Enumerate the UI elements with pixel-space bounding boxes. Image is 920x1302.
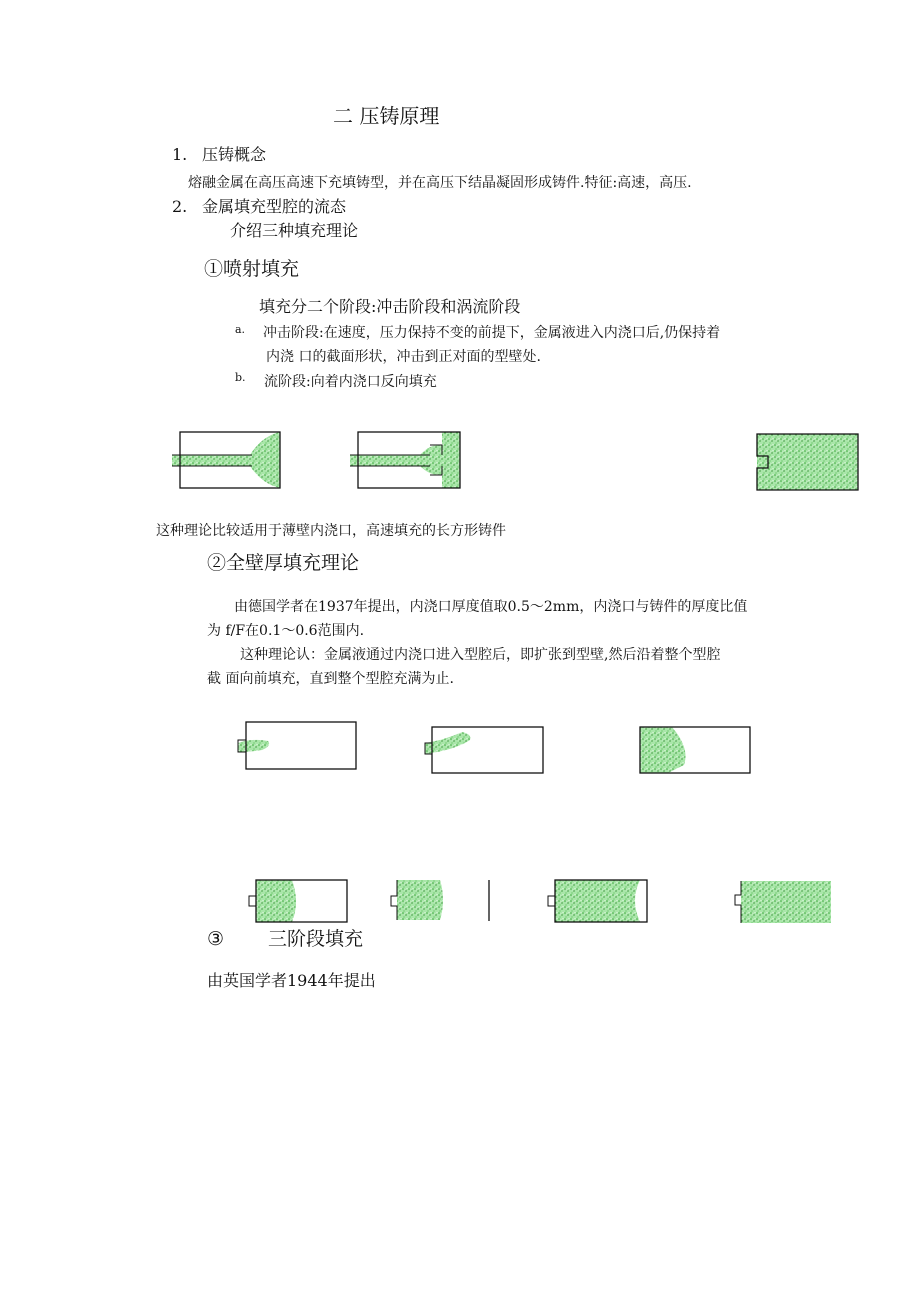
jet-fill-diagram-1 — [172, 432, 280, 488]
full-wall-diagram-2 — [425, 727, 543, 773]
theory1-stages-intro: 填充分二个阶段:冲击阶段和涡流阶段 — [259, 297, 521, 316]
full-wall-diagram-3 — [640, 727, 750, 773]
item-b-line1: 流阶段:向着内浇口反向填充 — [264, 374, 437, 390]
full-wall-diagram-5 — [391, 880, 443, 920]
theory2-para2-line1: 这种理论认：金属液通过内浇口进入型腔后，即扩张到型壁,然后沿着整个型腔 — [240, 647, 721, 663]
theory2-para1-line2: 为 f/F在0.1〜0.6范围内. — [207, 623, 365, 639]
item-a-line2: 内浇 口的截面形状，冲击到正对面的型壁处. — [266, 349, 541, 365]
section2-number: 2. — [172, 197, 188, 216]
item-a-line1: 冲击阶段:在速度，压力保持不变的前提下，金属液进入内浇口后,仍保持着 — [263, 325, 721, 341]
jet-fill-diagram-2 — [350, 432, 460, 488]
theory1-heading: ①喷射填充 — [204, 258, 300, 280]
section1-heading: 压铸概念 — [202, 145, 267, 164]
jet-fill-diagram-3 — [757, 434, 858, 490]
theory1-note: 这种理论比较适用于薄壁内浇口，高速填充的长方形铸件 — [156, 523, 506, 539]
item-b-marker: b. — [235, 371, 246, 384]
section1-number: 1. — [172, 145, 188, 164]
section2-heading: 金属填充型腔的流态 — [202, 197, 347, 216]
page-title: 二 压铸原理 — [333, 104, 440, 128]
theory3-text: 由英国学者1944年提出 — [207, 971, 376, 990]
theory3-heading: 三阶段填充 — [268, 928, 364, 950]
full-wall-diagram-7 — [735, 881, 831, 923]
theory2-heading: ②全壁厚填充理论 — [207, 552, 360, 574]
theory3-number: ③ — [207, 928, 225, 950]
theory2-para2-line2: 截 面向前填充，直到整个型腔充满为止. — [207, 671, 454, 687]
full-wall-diagram-4 — [249, 880, 347, 922]
full-wall-diagram-6 — [548, 880, 647, 922]
theory2-para1-line1: 由德国学者在1937年提出，内浇口厚度值取0.5〜2mm，内浇口与铸件的厚度比值 — [234, 599, 748, 615]
full-wall-diagram-1 — [238, 722, 356, 769]
item-a-marker: a. — [235, 323, 246, 336]
section2-intro: 介绍三种填充理论 — [230, 221, 359, 240]
section1-text: 熔融金属在高压高速下充填铸型，并在高压下结晶凝固形成铸件.特征:高速，高压. — [188, 175, 692, 191]
